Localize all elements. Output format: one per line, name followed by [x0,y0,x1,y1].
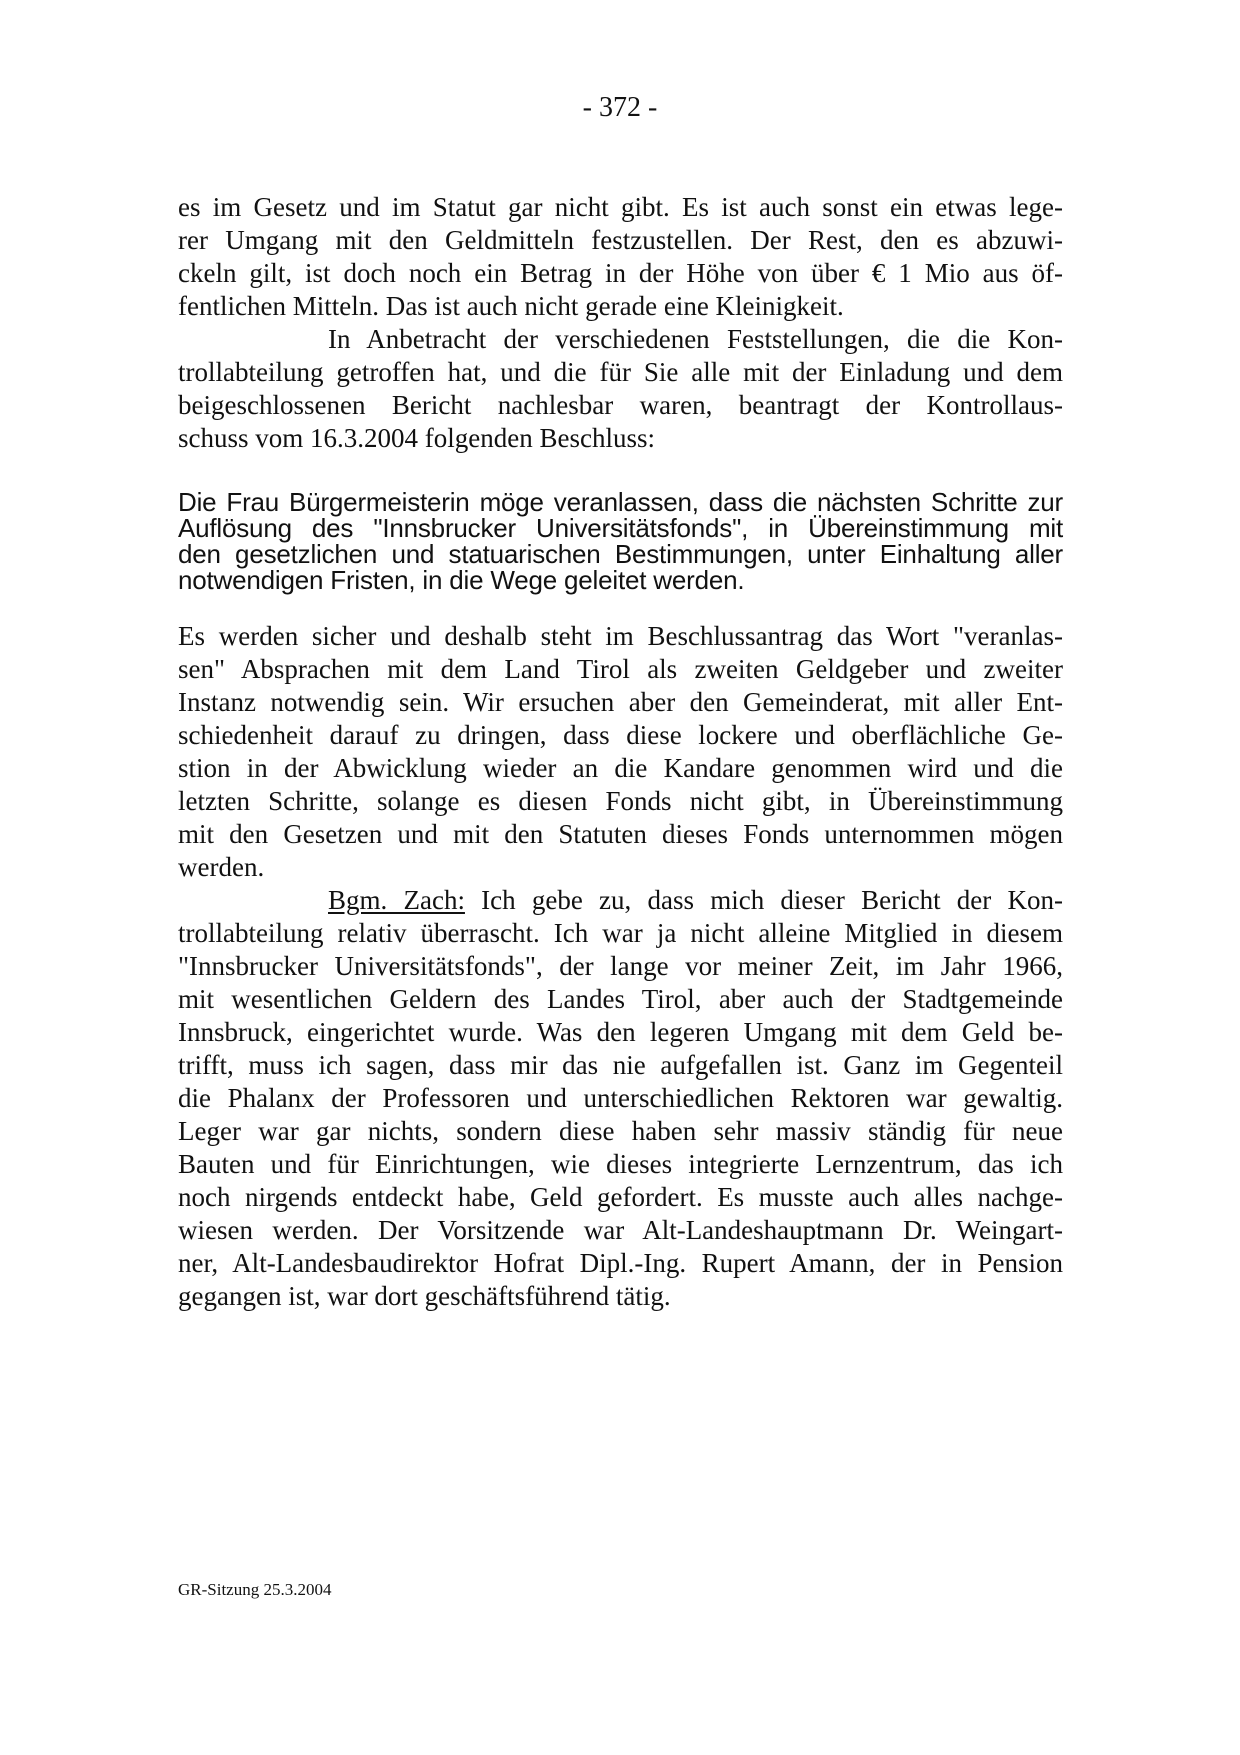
page-number: - 372 - [582,92,658,123]
text-line: fentlichen Mitteln. Das ist auch nicht gerade eine Kleinigkeit. [178,291,844,321]
text-line: es im Gesetz und im Statut gar nicht gibt. Es ist auch sonst ein etwas lege- [178,192,1063,222]
text-line: Bauten und für Einrichtungen, wie dieses integrierte Lernzentrum, das ich [178,1149,1063,1179]
text-line: noch nirgends entdeckt habe, Geld gefordert. Es musste auch alles nachge- [178,1182,1063,1212]
text-line: schiedenheit darauf zu dringen, dass diese lockere und oberflächliche Ge- [178,720,1063,750]
text-line: gegangen ist, war dort geschäftsführend tätig. [178,1281,671,1311]
text-line: mit den Gesetzen und mit den Statuten dieses Fonds unternommen mögen [178,819,1063,849]
text-line: Es werden sicher und deshalb steht im Beschlussantrag das Wort "veranlas- [178,621,1063,651]
text-line: wiesen werden. Der Vorsitzende war Alt-Landeshauptmann Dr. Weingart- [178,1215,1063,1245]
text-line: stion in der Abwicklung wieder an die Kandare genommen wird und die [178,753,1063,783]
text-line: ckeln gilt, ist doch noch ein Betrag in der Höhe von über € 1 Mio aus öf- [178,258,1063,288]
text-line: Innsbruck, eingerichtet wurde. Was den legeren Umgang mit dem Geld be- [178,1017,1063,1047]
text-line: Die Frau Bürgermeisterin möge veranlassen, dass die nächsten Schritte zur [178,487,1063,517]
text-line: werden. [178,852,265,882]
text-line: notwendigen Fristen, in die Wege geleitet werden. [178,565,745,595]
page-footer: GR-Sitzung 25.3.2004 [178,1580,332,1599]
text-line [328,884,1063,916]
text-run: Ich gebe zu, dass mich dieser Bericht der Kon- [464,885,1063,915]
text-line: trollabteilung relativ überrascht. Ich war ja nicht alleine Mitglied in diesem [178,918,1063,948]
text-line: trifft, muss ich sagen, dass mir das nie aufgefallen ist. Ganz im Gegenteil [178,1050,1063,1080]
text-line: mit wesentlichen Geldern des Landes Tirol, aber auch der Stadtgemeinde [178,984,1063,1014]
text-line: letzten Schritte, solange es diesen Fonds nicht gibt, in Übereinstimmung [178,786,1063,816]
text-line: In Anbetracht der verschiedenen Feststellungen, die die Kon- [328,324,1063,354]
text-line: schuss vom 16.3.2004 folgenden Beschluss: [178,423,655,453]
text-line: die Phalanx der Professoren und unterschiedlichen Rektoren war gewaltig. [178,1083,1063,1113]
text-line: "Innsbrucker Universitätsfonds", der lange vor meiner Zeit, im Jahr 1966, [178,951,1063,981]
speaker-name: Bgm. Zach: [328,885,465,915]
text-line: Instanz notwendig sein. Wir ersuchen aber den Gemeinderat, mit aller Ent- [178,687,1063,717]
text-line: sen" Absprachen mit dem Land Tirol als zweiten Geldgeber und zweiter [178,654,1063,684]
text-line: ner, Alt-Landesbaudirektor Hofrat Dipl.-Ing. Rupert Amann, der in Pension [178,1248,1063,1278]
text-line: den gesetzlichen und statuarischen Bestimmungen, unter Einhaltung aller [178,539,1063,569]
text-line: rer Umgang mit den Geldmitteln festzustellen. Der Rest, den es abzuwi- [178,225,1063,255]
text-line: beigeschlossenen Bericht nachlesbar waren, beantragt der Kontrollaus- [178,390,1063,420]
text-line: trollabteilung getroffen hat, und die für Sie alle mit der Einladung und dem [178,357,1063,387]
text-line: Leger war gar nichts, sondern diese haben sehr massiv ständig für neue [178,1116,1063,1146]
text-line: Auflösung des "Innsbrucker Universitätsfonds", in Übereinstimmung mit [178,513,1063,543]
